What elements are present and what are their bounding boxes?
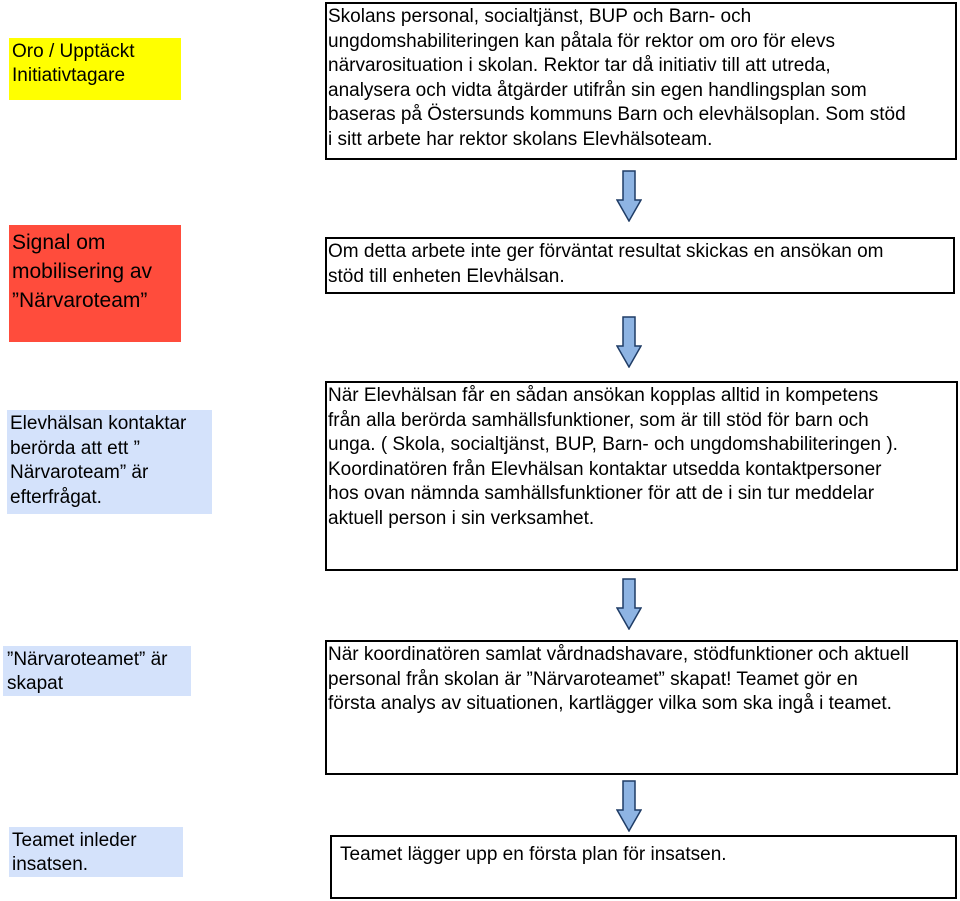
down-arrow-icon xyxy=(616,578,642,630)
step-box-elevhalsan: När Elevhälsan får en sådan ansökan kopplas alltid in kompetens från alla berörda samhällsfunktioner, som är till stöd för barn och unga. ( Skola, socialtjänst, BUP, Barn- och ungdomshabiliteringen ). Koordinatören från Elevhälsan kontaktar utsedda kontaktpersoner hos ovan nämnda samhällsfunktioner för att de i sin tur meddelar aktuell person i sin verksamhet. xyxy=(325,381,958,571)
step-label-signal: Signal om mobilisering av ”Närvaroteam” xyxy=(9,225,181,342)
step-label-elevhalsan: Elevhälsan kontaktar berörda att ett ” Närvaroteam” är efterfrågat. xyxy=(7,410,212,514)
step-box-narvaroteamet: När koordinatören samlat vårdnadshavare, stödfunktioner och aktuell personal från skolan är ”Närvaroteamet” skapat! Teamet gör en första analys av situationen, kartlägger vilka som ska ingå i teamet. xyxy=(325,640,958,775)
down-arrow-icon xyxy=(616,170,642,222)
step-box-signal: Om detta arbete inte ger förväntat resultat skickas en ansökan om stöd till enheten Elevhälsan. xyxy=(325,237,955,294)
step-box-oro: Skolans personal, socialtjänst, BUP och Barn- och ungdomshabiliteringen kan påtala för rektor om oro för elevs närvarosituation i skolan. Rektor tar då initiativ till att utreda, analysera och vidta åtgärder utifrån sin egen handlingsplan som baseras på Östersunds kommuns Barn och elevhälsoplan. Som stöd i sitt arbete har rektor skolans Elevhälsoteam. xyxy=(325,2,957,160)
step-label-teamet: Teamet inleder insatsen. xyxy=(9,827,183,877)
step-box-teamet: Teamet lägger upp en första plan för insatsen. xyxy=(330,835,957,899)
down-arrow-icon xyxy=(616,316,642,368)
step-label-narvaroteamet: ”Närvaroteamet” är skapat xyxy=(3,646,191,696)
down-arrow-icon xyxy=(616,780,642,832)
step-label-oro: Oro / Upptäckt Initiativtagare xyxy=(9,38,181,100)
